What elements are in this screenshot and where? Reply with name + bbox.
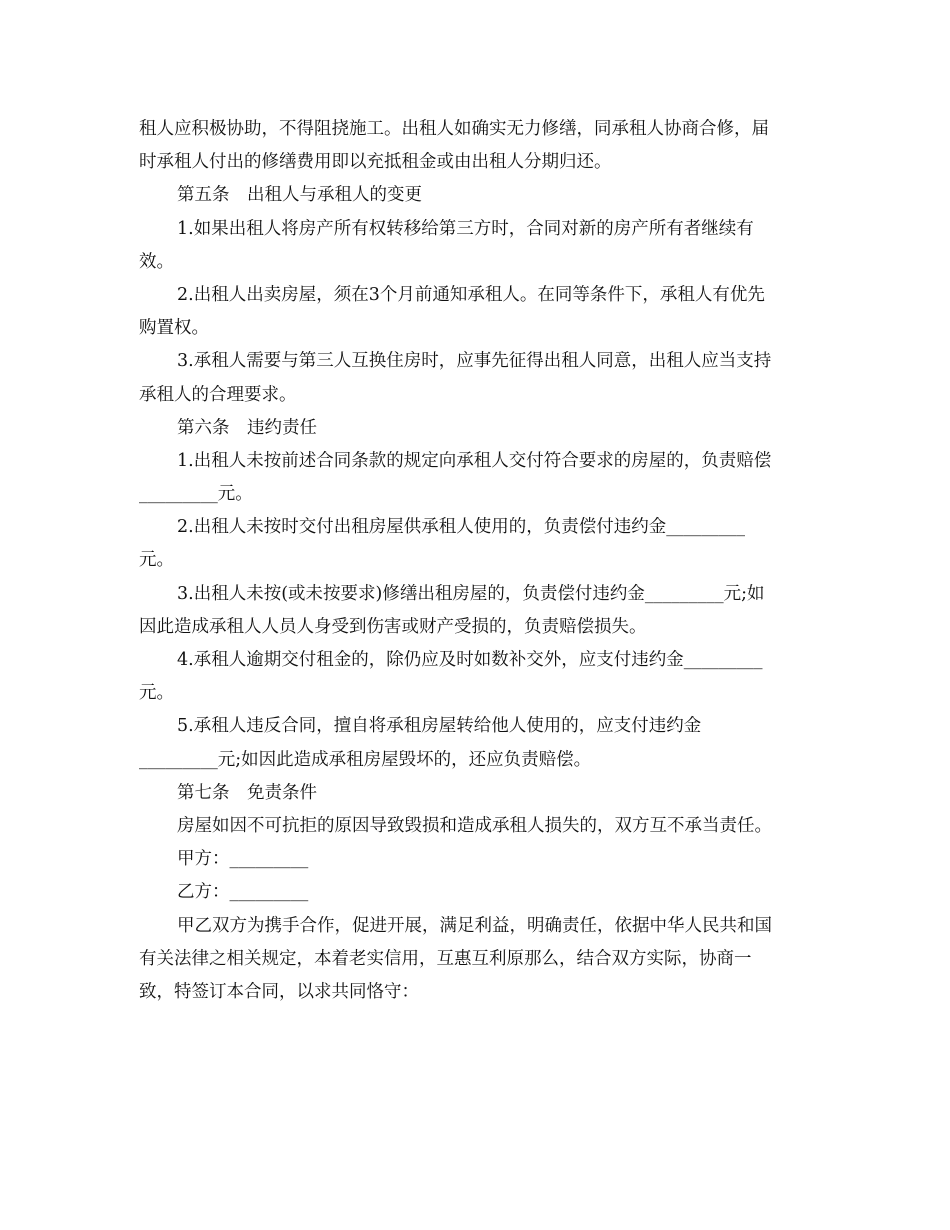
clause-line: 2.出租人出卖房屋，须在3个月前通知承租人。在同等条件下，承租人有优先 (177, 284, 765, 305)
clause-line: 元。 (139, 550, 174, 571)
clause-line: 3.承租人需要与第三人互换住房时，应事先征得出租人同意，出租人应当支持 (177, 351, 772, 372)
clause-line: 购置权。 (139, 318, 209, 339)
preamble-line: 致，特签订本合同，以求共同恪守： (139, 981, 419, 1002)
preamble-line: 甲乙双方为携手合作，促进开展，满足利益，明确责任，依据中华人民共和国 (177, 915, 772, 936)
clause-line: 元。 (139, 683, 174, 704)
clause-line: 效。 (139, 251, 174, 272)
paragraph-line: 租人应积极协助，不得阻挠施工。出租人如确实无力修缮，同承租人协商合修，届 (139, 119, 769, 139)
clause-line: 因此造成承租人人员人身受到伤害或财产受损的，负责赔偿损失。 (139, 616, 647, 637)
clause-line: _________元;如因此造成承租房屋毁坏的，还应负责赔偿。 (139, 749, 592, 770)
clause-line: 承租人的合理要求。 (139, 384, 297, 405)
article-heading: 第七条 免责条件 (177, 782, 317, 803)
article-heading: 第六条 违约责任 (177, 417, 317, 438)
article-heading: 第五条 出租人与承租人的变更 (177, 185, 422, 206)
clause-line: 1.如果出租人将房产所有权转移给第三方时，合同对新的房产所有者继续有 (177, 218, 754, 239)
paragraph-line: 时承租人付出的修缮费用即以充抵租金或由出租人分期归还。 (139, 152, 612, 173)
clause-line: 4.承租人逾期交付租金的，除仍应及时如数补交外，应支付违约金_________ (177, 650, 763, 670)
document-body (139, 113, 819, 1009)
clause-line: 2.出租人未按时交付出租房屋供承租人使用的，负责偿付违约金_________ (177, 517, 745, 538)
clause-line: 房屋如因不可抗拒的原因导致毁损和造成承租人损失的，双方互不承当责任。 (177, 815, 772, 836)
clause-line: 5.承租人违反合同，擅自将承租房屋转给他人使用的，应支付违约金 (177, 716, 702, 737)
clause-line: _________元。 (139, 484, 253, 505)
clause-line: 1.出租人未按前述合同条款的规定向承租人交付符合要求的房屋的，负责赔偿 (177, 450, 772, 471)
clause-line: 3.出租人未按(或未按要求)修缮出租房屋的，负责偿付违约金_________元;如 (177, 583, 765, 604)
party-b-signature-line: 乙方：_________ (177, 882, 309, 903)
preamble-line: 有关法律之相关规定，本着老实信用，互惠互利原那么，结合双方实际，协商一 (139, 948, 752, 969)
party-a-signature-line: 甲方：_________ (177, 849, 309, 870)
